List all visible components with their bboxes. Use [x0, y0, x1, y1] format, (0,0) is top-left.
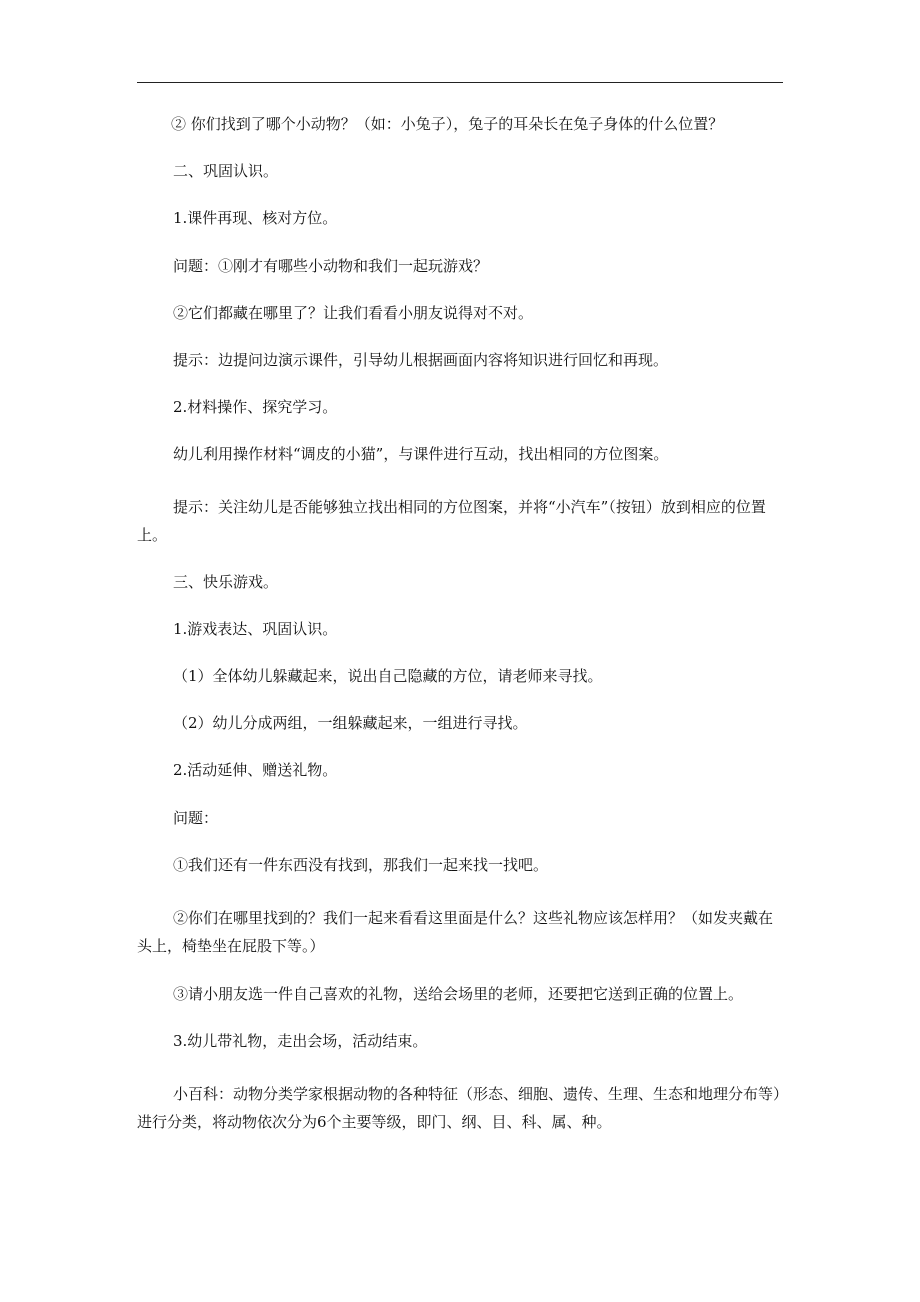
paragraph-gift-teacher: ③请小朋友选一件自己喜欢的礼物，送给会场里的老师，还要把它送到正确的位置上。 — [173, 985, 744, 1003]
header-rule — [137, 82, 783, 83]
step-heading-gifts: 2.活动延伸、赠送礼物。 — [173, 761, 338, 779]
paragraph-question-animals: 问题：①刚才有哪些小动物和我们一起玩游戏？ — [173, 257, 489, 275]
step-heading-end: 3.幼儿带礼物，走出会场，活动结束。 — [173, 1032, 428, 1050]
step-heading-courseware: 1.课件再现、核对方位。 — [173, 209, 338, 227]
paragraph-question-rabbit: ② 你们找到了哪个小动物？（如：小兔子），兔子的耳朵长在兔子身体的什么位置？ — [171, 115, 724, 133]
paragraph-encyclopedia: 小百科：动物分类学家根据动物的各种特征（形态、细胞、遗传、生理、生态和地理分布等）进行分类，将动物依次分为6个主要等级，即门、纲、目、科、属、种。 — [137, 1085, 781, 1131]
section-heading-consolidate: 二、巩固认识。 — [173, 162, 279, 180]
paragraph-tip-car: 提示：关注幼儿是否能够独立找出相同的方位图案，并将“小汽车”（按钮）放到相应的位置上。 — [137, 498, 766, 544]
paragraph-game-hide-all: （1）全体幼儿躲藏起来，说出自己隐藏的方位，请老师来寻找。 — [173, 667, 603, 685]
paragraph-materials-cat: 幼儿利用操作材料“调皮的小猫”，与课件进行互动，找出相同的方位图案。 — [173, 445, 669, 463]
paragraph-game-two-groups: （2）幼儿分成两组，一组躲藏起来，一组进行寻找。 — [173, 714, 528, 732]
step-heading-game-expression: 1.游戏表达、巩固认识。 — [173, 620, 338, 638]
paragraph-question-hiding: ②它们都藏在哪里了？让我们看看小朋友说得对不对。 — [173, 304, 534, 322]
paragraph-question-gifts-use: ②你们在哪里找到的？我们一起来看看这里面是什么？这些礼物应该怎样用？（如发夹戴在头上，椅垫坐在屁股下等。） — [137, 909, 774, 955]
paragraph-question-find: ①我们还有一件东西没有找到，那我们一起来找一找吧。 — [173, 856, 549, 874]
section-heading-game: 三、快乐游戏。 — [173, 573, 279, 591]
paragraph-question-label: 问题： — [173, 809, 219, 827]
paragraph-tip-courseware: 提示：边提问边演示课件，引导幼儿根据画面内容将知识进行回忆和再现。 — [173, 351, 669, 369]
step-heading-materials: 2.材料操作、探究学习。 — [173, 398, 338, 416]
